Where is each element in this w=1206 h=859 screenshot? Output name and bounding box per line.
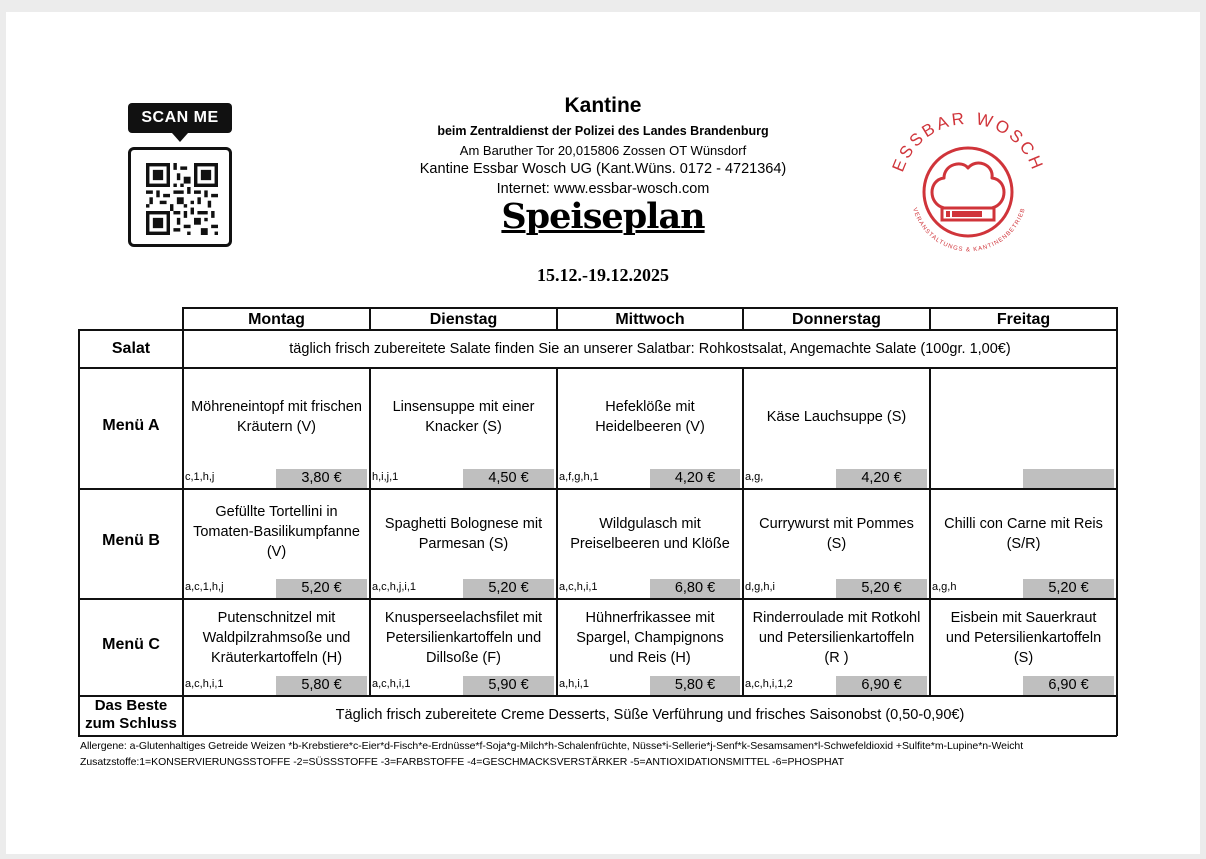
operator-contact: Kantine Essbar Wosch UG (Kant.Wüns. 0172 - 4721364) [419, 161, 787, 177]
day-header: Mittwoch [615, 311, 685, 328]
row-label-dessert-2: zum Schluss [85, 715, 177, 732]
price-tag: 6,90 € [836, 676, 927, 695]
price-tag: 5,90 € [463, 676, 554, 695]
row-label-menu: Menü A [102, 416, 160, 434]
price-tag: 6,90 € [1023, 676, 1114, 695]
allergen-codes: a,f,g,h,1 [559, 471, 599, 483]
allergen-codes: a,c,h,i,1 [559, 581, 598, 593]
table-rule [182, 307, 184, 736]
dish-name: Möhreneintopf mit frischen Kräutern (V) [191, 399, 362, 435]
row-label-menu: Menü B [102, 532, 160, 549]
price-tag: 5,80 € [650, 676, 740, 695]
allergen-legend: Allergene: a-Glutenhaltiges Getreide Weizen *b-Krebstiere*c-Eier*d-Fisch*e-Erdnüsse*f-Soja*g-Milch*h-Schalenfrüchte, Nüsse*i-Sellerie*j-Senf*k-Sesamsamen*l-Schwefeldioxid +Sulfite*m-Lupine*n-Weicht [80, 740, 1024, 752]
row-label-dessert-1: Das Beste [94, 697, 168, 714]
dish-name: Knusperseelachsfilet mit Petersilienkartoffeln und Dillsoße (F) [384, 610, 543, 666]
dish-name: Rinderroulade mit Rotkohl und Petersilienkartoffeln (R ) [752, 610, 921, 666]
allergen-codes: a,c,h,i,1 [185, 678, 224, 690]
table-rule [78, 695, 1117, 697]
table-rule [78, 367, 1117, 369]
page-title: Kantine [564, 94, 642, 117]
table-rule [929, 367, 931, 695]
address: Am Baruther Tor 20,015806 Zossen OT Wünsdorf [459, 143, 747, 158]
table-rule [369, 367, 371, 695]
price-tag: 6,80 € [650, 579, 740, 598]
allergen-codes: c,1,h,j [185, 471, 215, 483]
qr-code[interactable] [128, 147, 232, 247]
price-tag: 3,80 € [276, 469, 367, 488]
dish-name: Linsensuppe mit einer Knacker (S) [392, 399, 535, 435]
qr-code-icon [146, 163, 218, 235]
price-tag: 5,80 € [276, 676, 367, 695]
svg-text:ESSBAR WOSCH: ESSBAR WOSCH [888, 108, 1048, 175]
table-rule [78, 488, 1117, 490]
price-tag: 4,20 € [650, 469, 740, 488]
date-range: 15.12.-19.12.2025 [537, 265, 669, 285]
scan-me-badge: SCAN ME [128, 103, 232, 133]
table-rule [742, 367, 744, 695]
svg-text:VERANSTALTUNGS & KANTINENBETRI: VERANSTALTUNGS & KANTINENBETRIEB [911, 207, 1027, 254]
dish-name: Wildgulasch mit Preiselbeeren und Klöße [570, 516, 730, 552]
subtitle: beim Zentraldienst der Polizei des Landes Brandenburg [437, 124, 769, 138]
price-tag: 4,20 € [836, 469, 927, 488]
dish-name: Eisbein mit Sauerkraut und Petersilienkartoffeln (S) [945, 610, 1102, 666]
website[interactable]: Internet: www.essbar-wosch.com [496, 181, 710, 197]
chef-hat-logo-icon [884, 108, 1052, 276]
plan-title: Speiseplan [501, 196, 705, 237]
table-rule [78, 735, 1117, 737]
dish-name: Käse Lauchsuppe (S) [766, 409, 907, 425]
allergen-codes: a,g, [745, 471, 764, 483]
price-tag: 4,50 € [463, 469, 554, 488]
allergen-codes: a,c,h,i,1 [372, 678, 411, 690]
table-rule [78, 598, 1117, 600]
additives-legend: Zusatzstoffe:1=KONSERVIERUNGSSTOFFE -2=SÜSSSTOFFE -3=FARBSTOFFE -4=GESCHMACKSVERSTÄRKER -5=ANTIOXIDATIONSMITTEL -6=PHOSPHAT [80, 756, 845, 768]
salad-description: täglich frisch zubereitete Salate finden Sie an unserer Salatbar: Rohkostsalat, Angemachte Salate (100gr. 1,00€) [289, 341, 1011, 357]
allergen-codes: a,c,h,i,1,2 [745, 678, 793, 690]
price-tag: 5,20 € [836, 579, 927, 598]
day-header: Donnerstag [792, 311, 881, 328]
price-tag: 5,20 € [463, 579, 554, 598]
dish-name: Chilli con Carne mit Reis (S/R) [944, 516, 1103, 552]
dish-name: Hühnerfrikassee mit Spargel, Champignons und Reis (H) [576, 610, 724, 666]
allergen-codes: h,i,j,1 [372, 471, 399, 483]
row-label-menu: Menü C [102, 635, 160, 653]
dessert-description: Täglich frisch zubereitete Creme Desserts, Süße Verführung und frisches Saisonobst (0,50-0,90€) [335, 707, 965, 723]
table-rule [1116, 307, 1118, 736]
day-header: Montag [248, 311, 305, 328]
dish-name: Spaghetti Bolognese mit Parmesan (S) [384, 516, 543, 552]
essbar-wosch-logo [884, 108, 1052, 276]
dish-name: Putenschnitzel mit Waldpilzrahmsoße und Kräuterkartoffeln (H) [202, 610, 351, 666]
allergen-codes: a,c,h,j,i,1 [372, 581, 417, 593]
row-label-salat: Salat [111, 340, 151, 357]
dish-name: Hefeklöße mit Heidelbeeren (V) [595, 399, 705, 435]
allergen-codes: a,g,h [932, 581, 957, 593]
allergen-codes: a,c,1,h,j [185, 581, 224, 593]
allergen-codes: a,h,i,1 [559, 678, 589, 690]
allergen-codes: d,g,h,i [745, 581, 775, 593]
price-tag [1023, 469, 1114, 488]
dish-name: Currywurst mit Pommes (S) [759, 516, 914, 552]
day-header: Freitag [996, 311, 1051, 328]
price-tag: 5,20 € [276, 579, 367, 598]
table-rule [556, 367, 558, 695]
price-tag: 5,20 € [1023, 579, 1114, 598]
dish-name: Gefüllte Tortellini in Tomaten-Basilikumpfanne (V) [193, 504, 360, 560]
day-header: Dienstag [429, 311, 498, 328]
